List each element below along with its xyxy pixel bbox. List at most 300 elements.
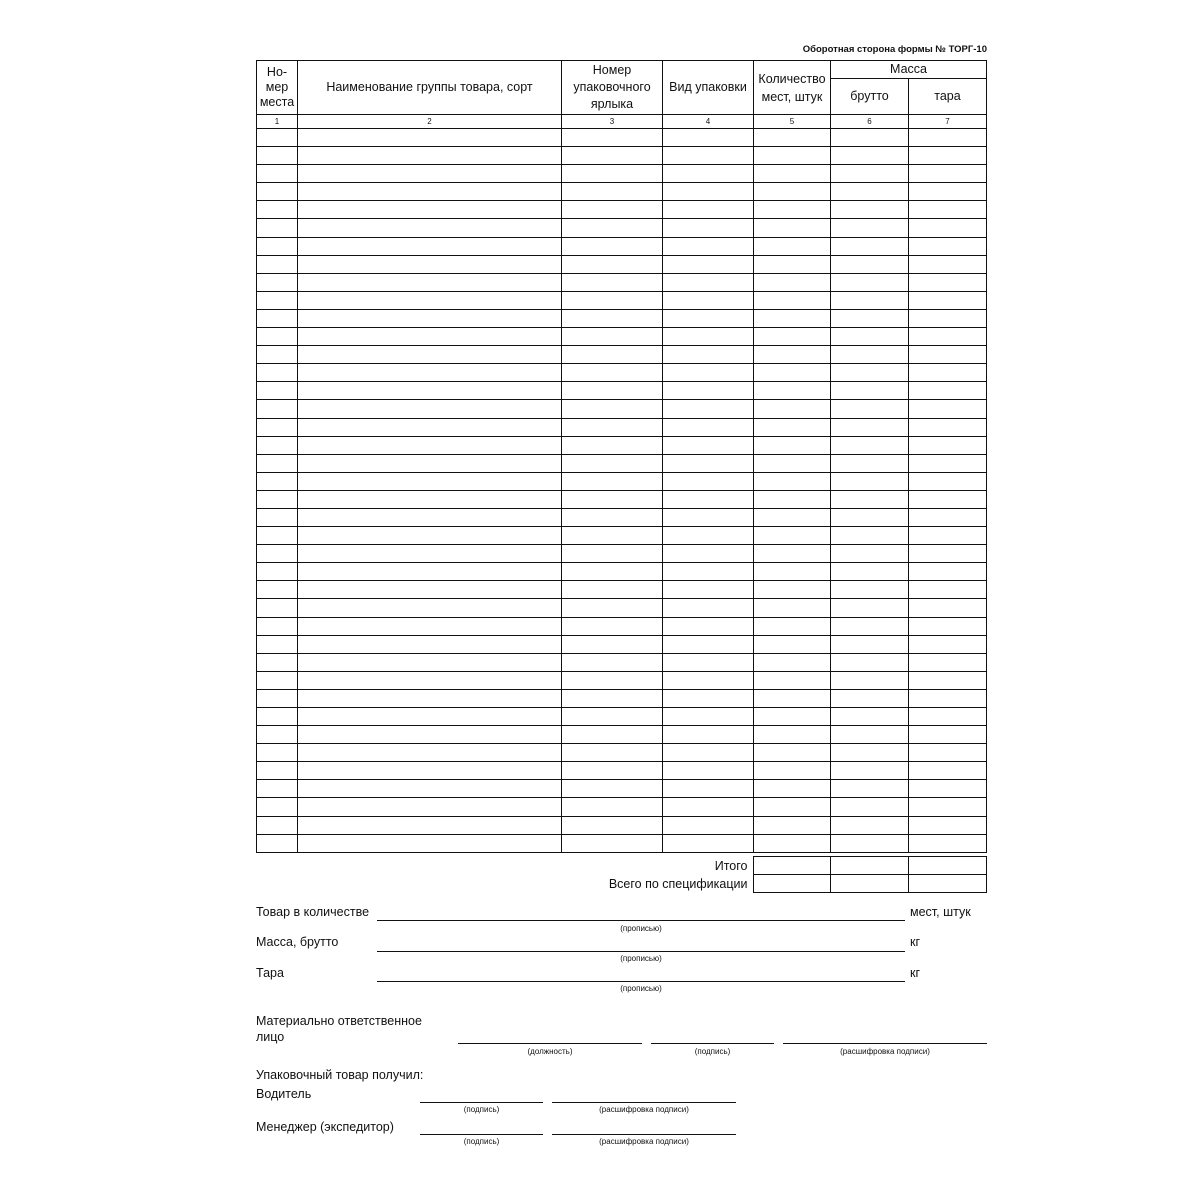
- tare-cell[interactable]: [909, 816, 987, 834]
- table-row: [257, 219, 987, 237]
- label-number-cell[interactable]: [562, 599, 663, 617]
- product-name-cell[interactable]: [298, 165, 562, 183]
- package-type-cell[interactable]: [663, 219, 754, 237]
- tare-cell[interactable]: [909, 309, 987, 327]
- place-number-cell[interactable]: [257, 834, 298, 852]
- tare-cell[interactable]: [909, 400, 987, 418]
- place-number-cell[interactable]: [257, 762, 298, 780]
- label-number-cell[interactable]: [562, 255, 663, 273]
- product-name-cell[interactable]: [298, 490, 562, 508]
- tare-cell[interactable]: [909, 581, 987, 599]
- label-number-cell[interactable]: [562, 400, 663, 418]
- product-name-cell[interactable]: [298, 237, 562, 255]
- place-number-cell[interactable]: [257, 237, 298, 255]
- package-type-cell[interactable]: [663, 671, 754, 689]
- gross-cell[interactable]: [831, 762, 909, 780]
- gross-cell[interactable]: [831, 219, 909, 237]
- place-number-cell[interactable]: [257, 527, 298, 545]
- product-name-cell[interactable]: [298, 527, 562, 545]
- tare-cell[interactable]: [909, 780, 987, 798]
- gross-cell[interactable]: [831, 635, 909, 653]
- product-name-cell[interactable]: [298, 309, 562, 327]
- goods-quantity-line[interactable]: [377, 920, 905, 921]
- label-number-cell[interactable]: [562, 581, 663, 599]
- tare-cell[interactable]: [909, 129, 987, 147]
- product-name-cell[interactable]: [298, 563, 562, 581]
- tare-cell[interactable]: [909, 689, 987, 707]
- label-number-cell[interactable]: [562, 183, 663, 201]
- gross-cell[interactable]: [831, 183, 909, 201]
- total-gross-cell[interactable]: [830, 857, 908, 875]
- product-name-cell[interactable]: [298, 219, 562, 237]
- table-row: [257, 328, 987, 346]
- product-name-cell[interactable]: [298, 780, 562, 798]
- gross-cell[interactable]: [831, 780, 909, 798]
- product-name-cell[interactable]: [298, 147, 562, 165]
- product-name-cell[interactable]: [298, 346, 562, 364]
- quantity-cell[interactable]: [754, 183, 831, 201]
- place-number-cell[interactable]: [257, 147, 298, 165]
- tare-cell[interactable]: [909, 364, 987, 382]
- label-number-cell[interactable]: [562, 219, 663, 237]
- product-name-cell[interactable]: [298, 255, 562, 273]
- tare-cell[interactable]: [909, 418, 987, 436]
- gross-cell[interactable]: [831, 273, 909, 291]
- label-number-cell[interactable]: [562, 726, 663, 744]
- quantity-cell[interactable]: [754, 726, 831, 744]
- gross-cell[interactable]: [831, 328, 909, 346]
- place-number-cell[interactable]: [257, 816, 298, 834]
- quantity-cell[interactable]: [754, 129, 831, 147]
- tare-cell[interactable]: [909, 219, 987, 237]
- label-number-cell[interactable]: [562, 834, 663, 852]
- quantity-cell[interactable]: [754, 219, 831, 237]
- quantity-cell[interactable]: [754, 545, 831, 563]
- tare-cell[interactable]: [909, 147, 987, 165]
- product-name-cell[interactable]: [298, 436, 562, 454]
- tare-cell[interactable]: [909, 183, 987, 201]
- package-type-cell[interactable]: [663, 364, 754, 382]
- package-type-cell[interactable]: [663, 726, 754, 744]
- place-number-cell[interactable]: [257, 129, 298, 147]
- gross-cell[interactable]: [831, 291, 909, 309]
- package-type-cell[interactable]: [663, 563, 754, 581]
- tare-cell[interactable]: [909, 726, 987, 744]
- place-number-cell[interactable]: [257, 635, 298, 653]
- quantity-cell[interactable]: [754, 581, 831, 599]
- tare-cell[interactable]: [909, 273, 987, 291]
- gross-cell[interactable]: [831, 671, 909, 689]
- product-name-cell[interactable]: [298, 653, 562, 671]
- label-number-cell[interactable]: [562, 273, 663, 291]
- gross-mass-label: Масса, брутто: [256, 935, 339, 949]
- manager-decoding-line[interactable]: [552, 1134, 736, 1135]
- quantity-cell[interactable]: [754, 382, 831, 400]
- product-name-cell[interactable]: [298, 689, 562, 707]
- quantity-cell[interactable]: [754, 273, 831, 291]
- quantity-cell[interactable]: [754, 798, 831, 816]
- quantity-cell[interactable]: [754, 834, 831, 852]
- tare-cell[interactable]: [909, 291, 987, 309]
- place-number-cell[interactable]: [257, 490, 298, 508]
- product-name-cell[interactable]: [298, 762, 562, 780]
- quantity-cell[interactable]: [754, 744, 831, 762]
- package-type-cell[interactable]: [663, 436, 754, 454]
- gross-cell[interactable]: [831, 364, 909, 382]
- tare-cell[interactable]: [909, 653, 987, 671]
- gross-cell[interactable]: [831, 255, 909, 273]
- place-number-cell[interactable]: [257, 201, 298, 219]
- label-number-cell[interactable]: [562, 147, 663, 165]
- place-number-cell[interactable]: [257, 436, 298, 454]
- product-name-cell[interactable]: [298, 382, 562, 400]
- place-number-cell[interactable]: [257, 418, 298, 436]
- label-number-cell[interactable]: [562, 617, 663, 635]
- label-number-cell[interactable]: [562, 563, 663, 581]
- label-number-cell[interactable]: [562, 364, 663, 382]
- package-type-cell[interactable]: [663, 834, 754, 852]
- tare-cell[interactable]: [909, 237, 987, 255]
- place-number-cell[interactable]: [257, 364, 298, 382]
- label-number-cell[interactable]: [562, 762, 663, 780]
- gross-cell[interactable]: [831, 346, 909, 364]
- place-number-cell[interactable]: [257, 798, 298, 816]
- label-number-cell[interactable]: [562, 237, 663, 255]
- tare-cell[interactable]: [909, 165, 987, 183]
- gross-cell[interactable]: [831, 744, 909, 762]
- place-number-cell[interactable]: [257, 454, 298, 472]
- package-type-cell[interactable]: [663, 309, 754, 327]
- gross-cell[interactable]: [831, 147, 909, 165]
- package-type-cell[interactable]: [663, 328, 754, 346]
- product-name-cell[interactable]: [298, 183, 562, 201]
- tare-cell[interactable]: [909, 834, 987, 852]
- package-type-cell[interactable]: [663, 490, 754, 508]
- package-type-cell[interactable]: [663, 527, 754, 545]
- quantity-cell[interactable]: [754, 364, 831, 382]
- total-tare-cell[interactable]: [908, 857, 986, 875]
- package-type-cell[interactable]: [663, 762, 754, 780]
- package-type-cell[interactable]: [663, 798, 754, 816]
- package-type-cell[interactable]: [663, 617, 754, 635]
- quantity-cell[interactable]: [754, 309, 831, 327]
- gross-cell[interactable]: [831, 599, 909, 617]
- place-number-cell[interactable]: [257, 744, 298, 762]
- tare-cell[interactable]: [909, 762, 987, 780]
- label-number-cell[interactable]: [562, 201, 663, 219]
- gross-cell[interactable]: [831, 472, 909, 490]
- tare-cell[interactable]: [909, 454, 987, 472]
- product-name-cell[interactable]: [298, 472, 562, 490]
- gross-cell[interactable]: [831, 454, 909, 472]
- signature-line[interactable]: [651, 1043, 774, 1044]
- quantity-cell[interactable]: [754, 816, 831, 834]
- product-name-cell[interactable]: [298, 726, 562, 744]
- place-number-cell[interactable]: [257, 708, 298, 726]
- tare-cell[interactable]: [909, 563, 987, 581]
- quantity-cell[interactable]: [754, 454, 831, 472]
- tare-cell[interactable]: [909, 708, 987, 726]
- place-number-cell[interactable]: [257, 653, 298, 671]
- tare-cell[interactable]: [909, 201, 987, 219]
- label-number-cell[interactable]: [562, 472, 663, 490]
- quantity-cell[interactable]: [754, 653, 831, 671]
- product-name-cell[interactable]: [298, 201, 562, 219]
- tare-cell[interactable]: [909, 508, 987, 526]
- place-number-cell[interactable]: [257, 581, 298, 599]
- product-name-cell[interactable]: [298, 671, 562, 689]
- quantity-cell[interactable]: [754, 472, 831, 490]
- product-name-cell[interactable]: [298, 816, 562, 834]
- package-type-cell[interactable]: [663, 183, 754, 201]
- gross-cell[interactable]: [831, 563, 909, 581]
- product-name-cell[interactable]: [298, 545, 562, 563]
- quantity-cell[interactable]: [754, 617, 831, 635]
- place-number-cell[interactable]: [257, 689, 298, 707]
- gross-cell[interactable]: [831, 237, 909, 255]
- product-name-cell[interactable]: [298, 599, 562, 617]
- tare-cell[interactable]: [909, 328, 987, 346]
- gross-cell[interactable]: [831, 689, 909, 707]
- driver-signature-line[interactable]: [420, 1102, 543, 1103]
- gross-cell[interactable]: [831, 201, 909, 219]
- gross-cell[interactable]: [831, 545, 909, 563]
- tare-line[interactable]: [377, 981, 905, 982]
- quantity-cell[interactable]: [754, 400, 831, 418]
- label-number-cell[interactable]: [562, 165, 663, 183]
- gross-mass-line[interactable]: [377, 951, 905, 952]
- place-number-cell[interactable]: [257, 400, 298, 418]
- gross-cell[interactable]: [831, 527, 909, 545]
- tare-cell[interactable]: [909, 527, 987, 545]
- gross-cell[interactable]: [831, 508, 909, 526]
- label-number-cell[interactable]: [562, 291, 663, 309]
- product-name-cell[interactable]: [298, 798, 562, 816]
- product-name-cell[interactable]: [298, 364, 562, 382]
- product-name-cell[interactable]: [298, 328, 562, 346]
- product-name-cell[interactable]: [298, 273, 562, 291]
- gross-cell[interactable]: [831, 653, 909, 671]
- quantity-cell[interactable]: [754, 671, 831, 689]
- manager-signature-line[interactable]: [420, 1134, 543, 1135]
- tare-cell[interactable]: [909, 671, 987, 689]
- gross-cell[interactable]: [831, 617, 909, 635]
- product-name-cell[interactable]: [298, 454, 562, 472]
- package-type-cell[interactable]: [663, 581, 754, 599]
- tare-cell[interactable]: [909, 490, 987, 508]
- place-number-cell[interactable]: [257, 599, 298, 617]
- package-type-cell[interactable]: [663, 708, 754, 726]
- label-number-cell[interactable]: [562, 635, 663, 653]
- place-number-cell[interactable]: [257, 563, 298, 581]
- driver-decoding-line[interactable]: [552, 1102, 736, 1103]
- quantity-cell[interactable]: [754, 291, 831, 309]
- quantity-cell[interactable]: [754, 599, 831, 617]
- label-number-cell[interactable]: [562, 708, 663, 726]
- package-type-cell[interactable]: [663, 780, 754, 798]
- package-type-cell[interactable]: [663, 635, 754, 653]
- package-type-cell[interactable]: [663, 400, 754, 418]
- product-name-cell[interactable]: [298, 291, 562, 309]
- place-number-cell[interactable]: [257, 780, 298, 798]
- gross-cell[interactable]: [831, 816, 909, 834]
- label-number-cell[interactable]: [562, 454, 663, 472]
- place-number-cell[interactable]: [257, 472, 298, 490]
- package-type-cell[interactable]: [663, 237, 754, 255]
- label-number-cell[interactable]: [562, 689, 663, 707]
- package-type-cell[interactable]: [663, 346, 754, 364]
- place-number-cell[interactable]: [257, 508, 298, 526]
- product-name-cell[interactable]: [298, 617, 562, 635]
- gross-cell[interactable]: [831, 436, 909, 454]
- quantity-cell[interactable]: [754, 635, 831, 653]
- place-number-cell[interactable]: [257, 165, 298, 183]
- product-name-cell[interactable]: [298, 708, 562, 726]
- quantity-cell[interactable]: [754, 147, 831, 165]
- tare-cell[interactable]: [909, 255, 987, 273]
- package-type-cell[interactable]: [663, 273, 754, 291]
- tare-cell[interactable]: [909, 744, 987, 762]
- quantity-cell[interactable]: [754, 508, 831, 526]
- package-type-cell[interactable]: [663, 744, 754, 762]
- place-number-cell[interactable]: [257, 382, 298, 400]
- package-type-cell[interactable]: [663, 291, 754, 309]
- label-number-cell[interactable]: [562, 490, 663, 508]
- package-type-cell[interactable]: [663, 147, 754, 165]
- label-number-cell[interactable]: [562, 382, 663, 400]
- label-number-cell[interactable]: [562, 527, 663, 545]
- quantity-cell[interactable]: [754, 436, 831, 454]
- tare-cell[interactable]: [909, 798, 987, 816]
- label-number-cell[interactable]: [562, 671, 663, 689]
- label-number-cell[interactable]: [562, 744, 663, 762]
- package-type-cell[interactable]: [663, 472, 754, 490]
- label-number-cell[interactable]: [562, 545, 663, 563]
- quantity-cell[interactable]: [754, 762, 831, 780]
- place-number-cell[interactable]: [257, 255, 298, 273]
- quantity-cell[interactable]: [754, 346, 831, 364]
- place-number-cell[interactable]: [257, 219, 298, 237]
- place-number-cell[interactable]: [257, 545, 298, 563]
- quantity-cell[interactable]: [754, 237, 831, 255]
- package-type-cell[interactable]: [663, 599, 754, 617]
- package-type-cell[interactable]: [663, 816, 754, 834]
- package-type-cell[interactable]: [663, 382, 754, 400]
- product-name-cell[interactable]: [298, 129, 562, 147]
- place-number-cell[interactable]: [257, 309, 298, 327]
- quantity-cell[interactable]: [754, 708, 831, 726]
- quantity-cell[interactable]: [754, 689, 831, 707]
- place-number-cell[interactable]: [257, 671, 298, 689]
- label-number-cell[interactable]: [562, 346, 663, 364]
- place-number-cell[interactable]: [257, 726, 298, 744]
- label-number-cell[interactable]: [562, 328, 663, 346]
- tare-cell[interactable]: [909, 346, 987, 364]
- place-number-cell[interactable]: [257, 346, 298, 364]
- package-type-cell[interactable]: [663, 165, 754, 183]
- tare-cell[interactable]: [909, 617, 987, 635]
- spec-total-quantity-cell[interactable]: [753, 875, 830, 893]
- table-row: [257, 762, 987, 780]
- label-number-cell[interactable]: [562, 309, 663, 327]
- total-quantity-cell[interactable]: [753, 857, 830, 875]
- product-name-cell[interactable]: [298, 418, 562, 436]
- product-name-cell[interactable]: [298, 581, 562, 599]
- gross-cell[interactable]: [831, 165, 909, 183]
- position-line[interactable]: [458, 1043, 642, 1044]
- label-number-cell[interactable]: [562, 418, 663, 436]
- package-type-cell[interactable]: [663, 418, 754, 436]
- gross-cell[interactable]: [831, 798, 909, 816]
- package-type-cell[interactable]: [663, 255, 754, 273]
- tare-cell[interactable]: [909, 472, 987, 490]
- package-type-cell[interactable]: [663, 545, 754, 563]
- tare-cell[interactable]: [909, 382, 987, 400]
- tare-cell[interactable]: [909, 599, 987, 617]
- label-number-cell[interactable]: [562, 780, 663, 798]
- product-name-cell[interactable]: [298, 744, 562, 762]
- product-name-cell[interactable]: [298, 834, 562, 852]
- gross-cell[interactable]: [831, 309, 909, 327]
- package-type-cell[interactable]: [663, 653, 754, 671]
- quantity-cell[interactable]: [754, 201, 831, 219]
- place-number-cell[interactable]: [257, 617, 298, 635]
- product-name-cell[interactable]: [298, 635, 562, 653]
- quantity-cell[interactable]: [754, 527, 831, 545]
- gross-cell[interactable]: [831, 581, 909, 599]
- signature-decoding-line[interactable]: [783, 1043, 987, 1044]
- tare-cell[interactable]: [909, 635, 987, 653]
- quantity-cell[interactable]: [754, 490, 831, 508]
- quantity-cell[interactable]: [754, 328, 831, 346]
- gross-cell[interactable]: [831, 834, 909, 852]
- quantity-cell[interactable]: [754, 255, 831, 273]
- gross-cell[interactable]: [831, 708, 909, 726]
- place-number-cell[interactable]: [257, 183, 298, 201]
- label-number-cell[interactable]: [562, 508, 663, 526]
- product-name-cell[interactable]: [298, 400, 562, 418]
- label-number-cell[interactable]: [562, 816, 663, 834]
- package-type-cell[interactable]: [663, 689, 754, 707]
- place-number-cell[interactable]: [257, 328, 298, 346]
- product-name-cell[interactable]: [298, 508, 562, 526]
- tare-cell[interactable]: [909, 545, 987, 563]
- label-number-cell[interactable]: [562, 653, 663, 671]
- gross-cell[interactable]: [831, 382, 909, 400]
- label-number-cell[interactable]: [562, 436, 663, 454]
- quantity-cell[interactable]: [754, 780, 831, 798]
- package-type-cell[interactable]: [663, 508, 754, 526]
- tare-cell[interactable]: [909, 436, 987, 454]
- quantity-cell[interactable]: [754, 563, 831, 581]
- package-type-cell[interactable]: [663, 129, 754, 147]
- gross-cell[interactable]: [831, 490, 909, 508]
- label-number-cell[interactable]: [562, 129, 663, 147]
- quantity-cell[interactable]: [754, 418, 831, 436]
- package-type-cell[interactable]: [663, 201, 754, 219]
- place-number-cell[interactable]: [257, 291, 298, 309]
- quantity-cell[interactable]: [754, 165, 831, 183]
- gross-cell[interactable]: [831, 418, 909, 436]
- place-number-cell[interactable]: [257, 273, 298, 291]
- package-type-cell[interactable]: [663, 454, 754, 472]
- spec-total-tare-cell[interactable]: [908, 875, 986, 893]
- spec-total-gross-cell[interactable]: [830, 875, 908, 893]
- gross-cell[interactable]: [831, 726, 909, 744]
- gross-cell[interactable]: [831, 129, 909, 147]
- gross-cell[interactable]: [831, 400, 909, 418]
- label-number-cell[interactable]: [562, 798, 663, 816]
